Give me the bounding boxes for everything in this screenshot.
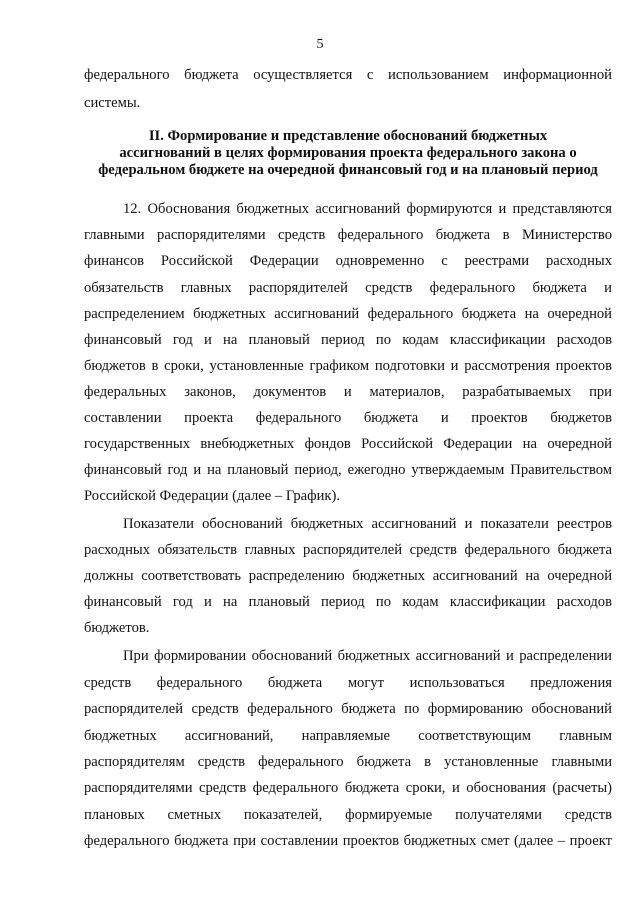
section-heading-line: ассигнований в целях формирования проекта федерального закона о — [119, 145, 577, 161]
paragraph-indicators-line: Показатели обоснований бюджетных ассигнований и показатели реестров — [123, 516, 612, 532]
paragraph-formation-line: распорядителей средств федерального бюджета по формированию обоснований — [84, 701, 612, 717]
paragraph-12-line: финансовый год и на плановый период, ежегодно утверждаемым Правительством — [84, 462, 612, 478]
paragraph-formation-line: распорядителями средств федерального бюджета сроки, и обоснования (расчеты) — [84, 780, 612, 796]
paragraph-formation-line: федерального бюджета при составлении проектов бюджетных смет (далее – проект — [84, 833, 612, 849]
paragraph-formation-line: плановых сметных показателей, формируемые получателями средств — [84, 807, 612, 823]
paragraph-12-line: 12. Обоснования бюджетных ассигнований формируются и представляются — [123, 201, 612, 217]
section-heading-line: II. Формирование и представление обоснований бюджетных — [148, 128, 548, 144]
paragraph-12-line: составлении проекта федерального бюджета и проектов бюджетов — [84, 410, 612, 426]
paragraph-12-line: государственных внебюджетных фондов Российской Федерации на очередной — [84, 436, 612, 452]
paragraph-12-line: финансовый год и на плановый период по кодам классификации расходов — [84, 332, 612, 348]
paragraph-formation-line: При формировании обоснований бюджетных ассигнований и распределении — [123, 648, 612, 664]
intro-line: федерального бюджета осуществляется с использованием информационной — [84, 67, 612, 83]
paragraph-12-line: федеральных законов, документов и материалов, разрабатываемых при — [84, 384, 612, 400]
paragraph-indicators-line: бюджетов. — [84, 620, 150, 636]
paragraph-indicators-line: финансовый год и на плановый период по кодам классификации расходов — [84, 594, 612, 610]
paragraph-12-line: бюджетов в сроки, установленные графиком подготовки и рассмотрения проектов — [84, 358, 612, 374]
page-number: 5 — [316, 37, 324, 52]
paragraph-12-line: Российской Федерации (далее – График). — [84, 488, 341, 504]
paragraph-12-line: обязательств главных распорядителей средств федерального бюджета и — [84, 280, 612, 296]
paragraph-12-line: распределением бюджетных ассигнований федерального бюджета на очередной — [84, 306, 612, 322]
intro-line: системы. — [84, 95, 141, 111]
paragraph-12-line: главными распорядителями средств федерального бюджета в Министерство — [84, 227, 612, 243]
paragraph-12-line: финансов Российской Федерации одновременно с реестрами расходных — [84, 253, 612, 269]
paragraph-indicators-line: должны соответствовать распределению бюджетных ассигнований на очередной — [84, 568, 612, 584]
paragraph-formation-line: средств федерального бюджета могут использоваться предложения — [84, 675, 612, 691]
section-heading-line: федеральном бюджете на очередной финансовый год и на плановый период — [98, 162, 598, 178]
paragraph-formation-line: бюджетных ассигнований, направляемые соответствующим главным — [84, 728, 612, 744]
paragraph-indicators-line: расходных обязательств главных распорядителей средств федерального бюджета — [84, 542, 612, 558]
paragraph-formation-line: распорядителям средств федерального бюджета в установленные главными — [84, 754, 612, 770]
